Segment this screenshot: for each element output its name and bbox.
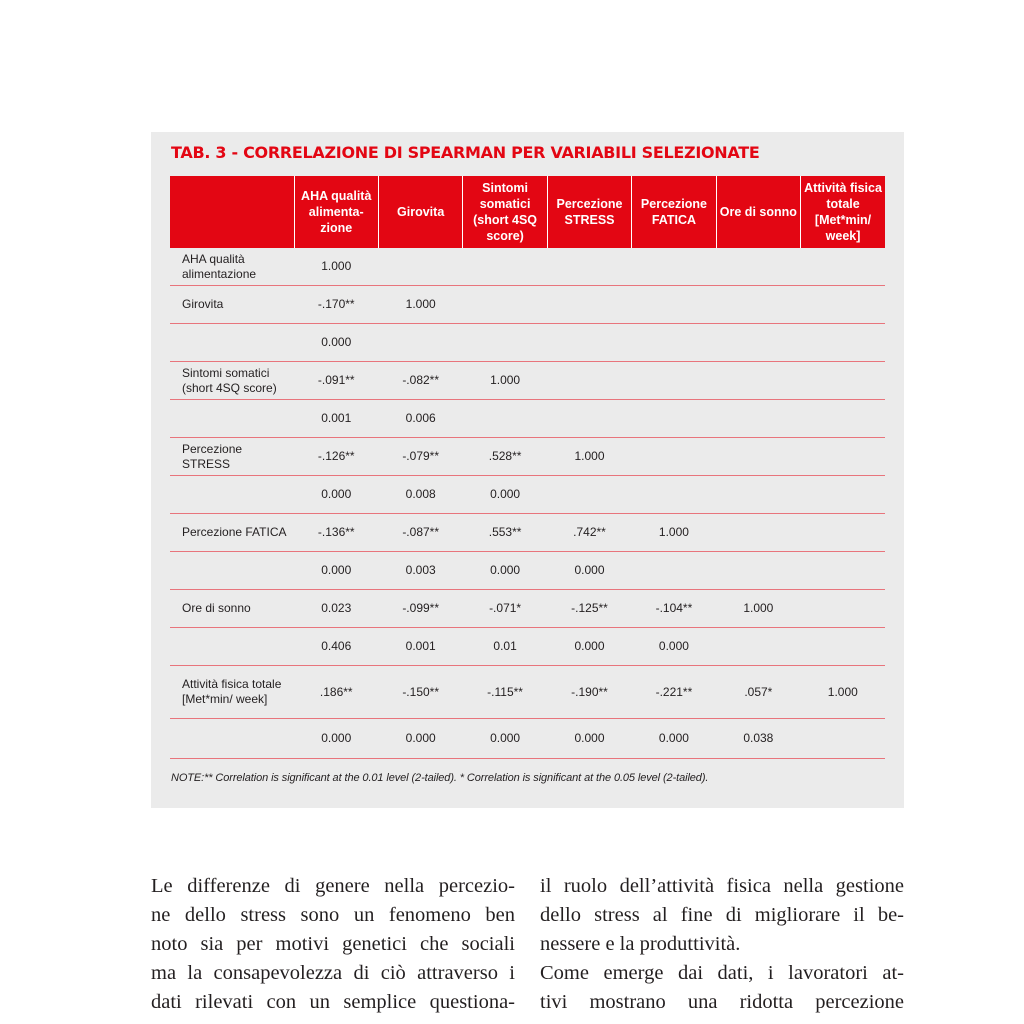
table-title: TAB. 3 - CORRELAZIONE DI SPEARMAN PER VARIABILI SELEZIONATE — [171, 143, 760, 162]
table-row — [170, 628, 885, 666]
table-cell: 0.000 — [294, 324, 378, 362]
table-cell — [716, 628, 800, 666]
table-row — [170, 248, 885, 286]
table-cell: -.082** — [378, 362, 462, 400]
table-cell: -.104** — [632, 590, 716, 628]
text-line: tivi mostrano una ridotta percezione — [540, 991, 904, 1013]
text-line: ma la consapevolezza di ciò attraverso i — [151, 962, 515, 984]
table-cell — [801, 719, 885, 759]
table-cell: 0.000 — [547, 719, 631, 759]
table-note: NOTE:** Correlation is significant at the 0.01 level (2-tailed). * Correlation is significant at the 0.05 level (2-tailed). — [171, 772, 709, 784]
table-cell: 0.000 — [294, 476, 378, 514]
table-cell — [547, 248, 631, 286]
table-cell: -.091** — [294, 362, 378, 400]
table-cell: 1.000 — [547, 438, 631, 476]
table-cell — [547, 476, 631, 514]
table-cell: -.190** — [547, 666, 631, 719]
table-cell — [801, 400, 885, 438]
table-cell: .186** — [294, 666, 378, 719]
correlation-table-panel — [151, 132, 904, 808]
table-row — [170, 286, 885, 324]
table-cell — [801, 476, 885, 514]
text-line: il ruolo dell’attività fisica nella gestione — [540, 875, 904, 897]
text-line: noto sia per motivi genetici che sociali — [151, 933, 515, 955]
body-text-right-column — [540, 872, 904, 1017]
table-cell: 0.000 — [547, 628, 631, 666]
text-line: Come emerge dai dati, i lavoratori at- — [540, 962, 904, 984]
table-cell: .528** — [463, 438, 547, 476]
table-cell — [716, 400, 800, 438]
row-label: Attività fisica totale [Met*min/ week] — [170, 666, 294, 719]
table-row — [170, 438, 885, 476]
table-cell: -.150** — [378, 666, 462, 719]
table-cell: 0.006 — [378, 400, 462, 438]
table-cell — [801, 552, 885, 590]
table-cell — [632, 438, 716, 476]
table-cell: -.126** — [294, 438, 378, 476]
table-body — [170, 248, 885, 759]
table-cell: 1.000 — [378, 286, 462, 324]
table-cell: 1.000 — [463, 362, 547, 400]
table-cell — [716, 286, 800, 324]
header-sleep-hours: Ore di sonno — [716, 176, 800, 248]
table-cell: -.087** — [378, 514, 462, 552]
table-cell: -.170** — [294, 286, 378, 324]
table-cell — [632, 248, 716, 286]
table-cell: -.136** — [294, 514, 378, 552]
table-cell — [378, 248, 462, 286]
table-cell — [801, 248, 885, 286]
table-row — [170, 514, 885, 552]
table-cell: 0.406 — [294, 628, 378, 666]
row-label: Girovita — [170, 286, 294, 324]
row-label — [170, 628, 294, 666]
table-cell: -.221** — [632, 666, 716, 719]
row-label — [170, 400, 294, 438]
table-row — [170, 324, 885, 362]
table-cell — [716, 248, 800, 286]
table-cell: 0.001 — [294, 400, 378, 438]
table-cell — [632, 324, 716, 362]
table-cell — [716, 362, 800, 400]
row-label: Sintomi somatici (short 4SQ score) — [170, 362, 294, 400]
table-cell: 0.000 — [463, 719, 547, 759]
table-cell — [632, 362, 716, 400]
table-row — [170, 362, 885, 400]
text-line: dati rilevati con un semplice questiona- — [151, 991, 515, 1013]
table-cell — [716, 552, 800, 590]
table-cell — [463, 400, 547, 438]
table-cell — [632, 552, 716, 590]
table-cell — [716, 438, 800, 476]
table-row — [170, 400, 885, 438]
table-cell: -.099** — [378, 590, 462, 628]
table-cell: 1.000 — [294, 248, 378, 286]
table-cell — [801, 286, 885, 324]
table-cell: 0.000 — [632, 719, 716, 759]
table-cell: 0.000 — [294, 719, 378, 759]
row-label: AHA qualità alimentazione — [170, 248, 294, 286]
row-label: Percezione STRESS — [170, 438, 294, 476]
table-cell — [632, 400, 716, 438]
table-cell — [547, 400, 631, 438]
body-text-left-column — [151, 872, 515, 1017]
table-cell — [801, 628, 885, 666]
header-aha-quality: AHA qualità alimenta- zione — [294, 176, 378, 248]
table-cell: 1.000 — [632, 514, 716, 552]
table-cell — [463, 286, 547, 324]
text-line: ne dello stress sono un fenomeno ben — [151, 904, 515, 926]
table-cell — [801, 362, 885, 400]
table-cell: 0.038 — [716, 719, 800, 759]
table-cell: -.071* — [463, 590, 547, 628]
table-cell — [801, 590, 885, 628]
row-label: Ore di sonno — [170, 590, 294, 628]
table-row — [170, 476, 885, 514]
table-cell: .057* — [716, 666, 800, 719]
table-cell — [801, 514, 885, 552]
table-cell — [547, 286, 631, 324]
correlation-table — [170, 176, 885, 759]
table-row — [170, 552, 885, 590]
header-cell-empty — [170, 176, 294, 248]
table-cell: .553** — [463, 514, 547, 552]
table-cell: 0.023 — [294, 590, 378, 628]
table-cell: 0.000 — [294, 552, 378, 590]
table-cell: -.079** — [378, 438, 462, 476]
table-cell: 0.003 — [378, 552, 462, 590]
table-cell: .742** — [547, 514, 631, 552]
table-row — [170, 590, 885, 628]
table-cell: 0.000 — [463, 552, 547, 590]
table-cell: 0.008 — [378, 476, 462, 514]
table-header-row — [170, 176, 885, 248]
table-cell: 0.001 — [378, 628, 462, 666]
table-cell — [547, 362, 631, 400]
table-cell: 0.000 — [378, 719, 462, 759]
table-cell — [801, 324, 885, 362]
header-fatigue: Percezione FATICA — [632, 176, 716, 248]
table-cell — [801, 438, 885, 476]
row-label — [170, 552, 294, 590]
text-line: Le differenze di genere nella perceziо- — [151, 875, 515, 897]
text-line: dello stress al fine di migliorare il be- — [540, 904, 904, 926]
table-cell: 0.000 — [547, 552, 631, 590]
text-line: nessere e la produttività. — [540, 933, 741, 955]
table-row — [170, 719, 885, 759]
header-somatic-symptoms: Sintomi somatici (short 4SQ score) — [463, 176, 547, 248]
row-label — [170, 324, 294, 362]
table-cell: 1.000 — [801, 666, 885, 719]
table-cell — [463, 324, 547, 362]
table-cell — [378, 324, 462, 362]
header-waist: Girovita — [378, 176, 462, 248]
row-label — [170, 719, 294, 759]
row-label: Percezione FATICA — [170, 514, 294, 552]
table-cell — [632, 286, 716, 324]
table-cell — [716, 476, 800, 514]
table-cell — [463, 248, 547, 286]
table-cell: 0.000 — [463, 476, 547, 514]
table-cell: 1.000 — [716, 590, 800, 628]
table-cell: -.125** — [547, 590, 631, 628]
row-label — [170, 476, 294, 514]
table-row — [170, 666, 885, 719]
header-physical-activity: Attività fisica totale [Met*min/ week] — [801, 176, 885, 248]
table-cell: 0.000 — [632, 628, 716, 666]
table-cell — [716, 514, 800, 552]
table-cell — [547, 324, 631, 362]
table-cell: -.115** — [463, 666, 547, 719]
table-cell — [716, 324, 800, 362]
table-cell — [632, 476, 716, 514]
header-stress: Percezione STRESS — [547, 176, 631, 248]
table-cell: 0.01 — [463, 628, 547, 666]
